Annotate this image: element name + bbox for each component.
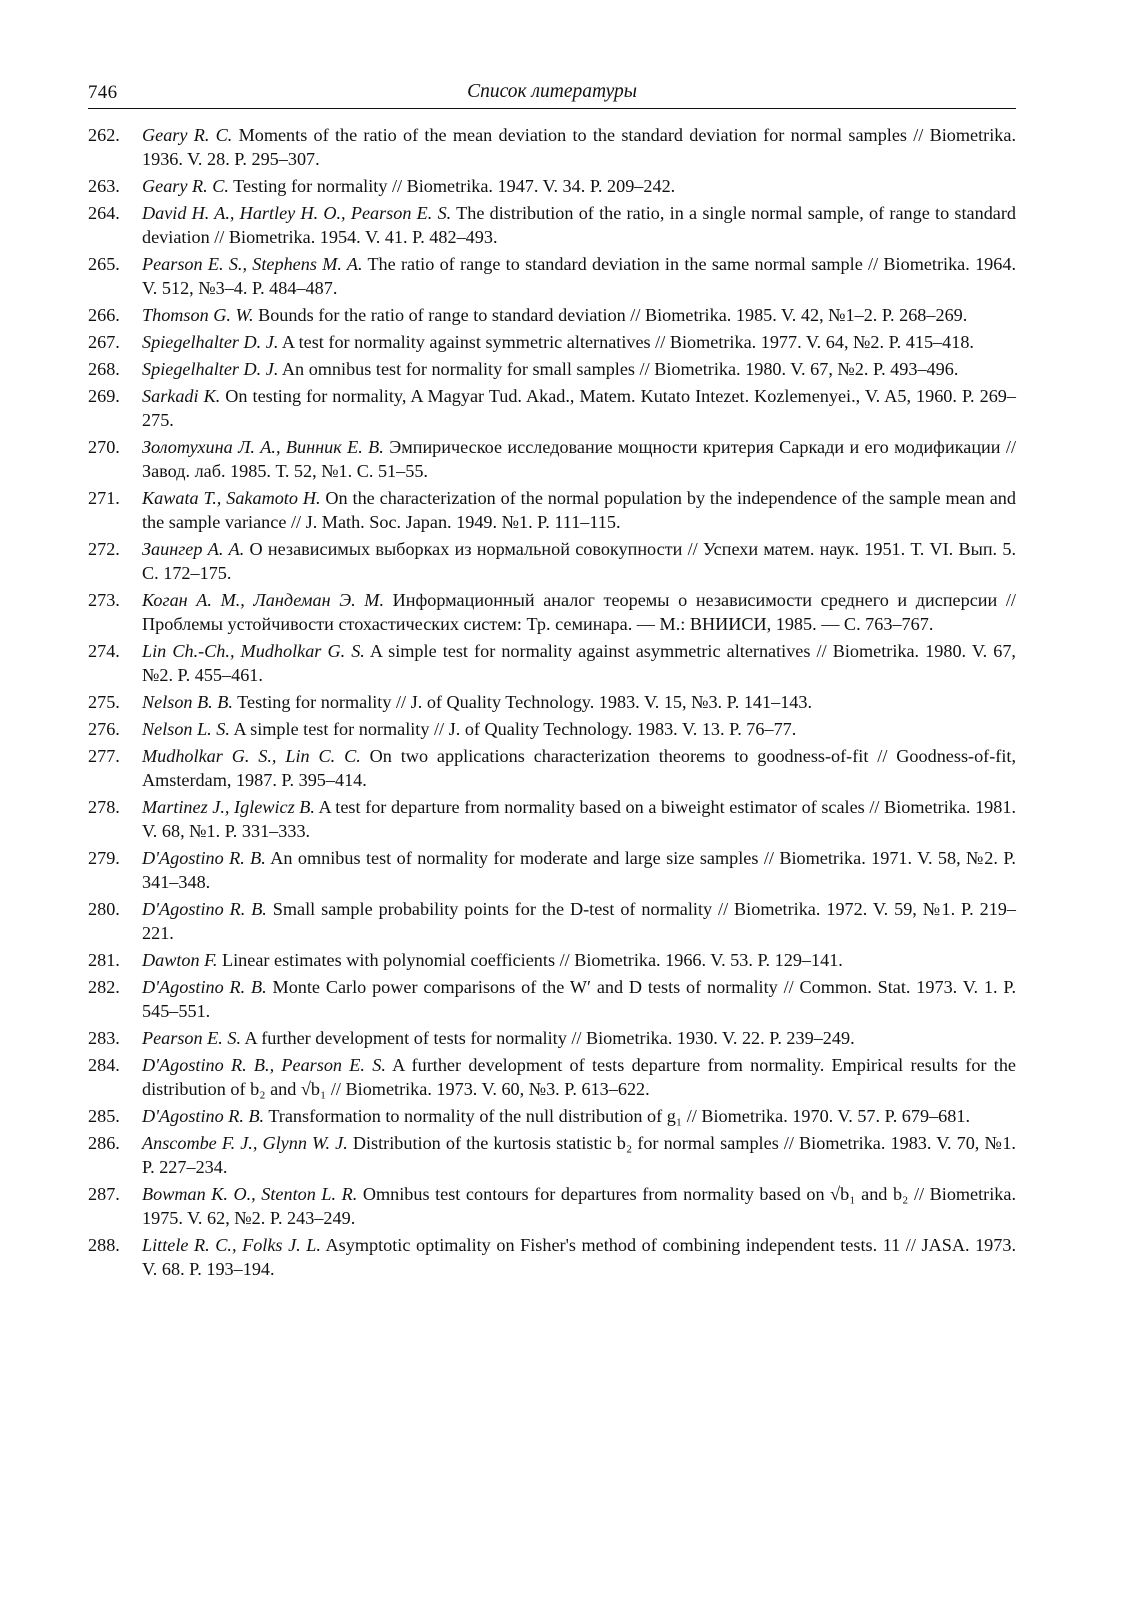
reference-authors: Geary R. C. bbox=[142, 125, 233, 145]
reference-authors: D'Agostino R. B. bbox=[142, 848, 266, 868]
reference-number: 278. bbox=[88, 797, 120, 817]
reference-item bbox=[88, 1131, 1016, 1179]
reference-text: On the characterization of the normal population by the independence of the sample mean and the sample variance // J. Math. Soc. Japan. 1949. №1. P. 111–115. bbox=[142, 488, 1016, 532]
reference-text: An omnibus test for normality for small samples // Biometrika. 1980. V. 67, №2. P. 493–496. bbox=[278, 359, 959, 379]
reference-item bbox=[88, 486, 1016, 534]
reference-authors: Pearson E. S. bbox=[142, 1028, 242, 1048]
reference-text: Asymptotic optimality on Fisher's method of combining independent tests. 11 // JASA. 1973. V. 68. P. 193–194. bbox=[142, 1235, 1016, 1279]
reference-authors: D'Agostino R. B. bbox=[142, 1106, 265, 1126]
reference-authors: Spiegelhalter D. J. bbox=[142, 332, 279, 352]
reference-number: 287. bbox=[88, 1184, 120, 1204]
reference-authors: Золотухина Л. А., Винник Е. В. bbox=[142, 437, 384, 457]
reference-text: Distribution of the kurtosis statistic b₂ for normal samples // Biometrika. 1983. V. 70, №1. P. 227–234. bbox=[142, 1133, 1016, 1177]
reference-number: 275. bbox=[88, 692, 120, 712]
reference-number: 279. bbox=[88, 848, 120, 868]
reference-text: A simple test for normality against asymmetric alternatives // Biometrika. 1980. V. 67, №2. P. 455–461. bbox=[142, 641, 1016, 685]
reference-text: Информационный аналог теоремы о независимости среднего и дисперсии // Проблемы устойчивости стохастических систем: Тр. семинара. — М.: ВНИИСИ, 1985. — С. 763–767. bbox=[142, 590, 1016, 634]
reference-text: Transformation to normality of the null distribution of g₁ // Biometrika. 1970. V. 57. P. 679–681. bbox=[264, 1106, 970, 1126]
reference-authors: Thomson G. W. bbox=[142, 305, 254, 325]
reference-number: 281. bbox=[88, 950, 120, 970]
reference-item bbox=[88, 795, 1016, 843]
reference-authors: Littele R. C., Folks J. L. bbox=[142, 1235, 321, 1255]
reference-number: 269. bbox=[88, 386, 120, 406]
reference-authors: Anscombe F. J., Glynn W. J. bbox=[142, 1133, 348, 1153]
reference-authors: Dawton F. bbox=[142, 950, 218, 970]
reference-item bbox=[88, 639, 1016, 687]
reference-text: An omnibus test of normality for moderate and large size samples // Biometrika. 1971. V. 58, №2. P. 341–348. bbox=[142, 848, 1016, 892]
reference-item bbox=[88, 588, 1016, 636]
reference-item bbox=[88, 330, 1016, 354]
reference-authors: Martinez J., Iglewicz B. bbox=[142, 797, 315, 817]
reference-authors: Заингер А. А. bbox=[142, 539, 245, 559]
reference-item bbox=[88, 897, 1016, 945]
reference-text: A further development of tests for normality // Biometrika. 1930. V. 22. P. 239–249. bbox=[241, 1028, 855, 1048]
reference-number: 273. bbox=[88, 590, 120, 610]
reference-text: A simple test for normality // J. of Quality Technology. 1983. V. 13. P. 76–77. bbox=[229, 719, 797, 739]
reference-number: 276. bbox=[88, 719, 120, 739]
reference-authors: Lin Ch.-Ch., Mudholkar G. S. bbox=[142, 641, 365, 661]
reference-text: The distribution of the ratio, in a single normal sample, of range to standard deviation // Biometrika. 1954. V. 41. P. 482–493. bbox=[142, 203, 1017, 247]
reference-number: 271. bbox=[88, 488, 120, 508]
reference-number: 270. bbox=[88, 437, 120, 457]
reference-authors: Nelson L. S. bbox=[142, 719, 230, 739]
reference-authors: D'Agostino R. B. bbox=[142, 899, 267, 919]
reference-authors: Bowman K. O., Stenton L. R. bbox=[142, 1184, 358, 1204]
reference-text: Moments of the ratio of the mean deviation to the standard deviation for normal samples // Biometrika. 1936. V. 28. P. 295–307. bbox=[142, 125, 1016, 169]
reference-number: 286. bbox=[88, 1133, 120, 1153]
page-number: 746 bbox=[88, 82, 118, 103]
reference-authors: Spiegelhalter D. J. bbox=[142, 359, 279, 379]
reference-item bbox=[88, 174, 1016, 198]
reference-authors: Sarkadi K. bbox=[142, 386, 221, 406]
reference-authors: Mudholkar G. S., Lin C. C. bbox=[142, 746, 361, 766]
reference-number: 267. bbox=[88, 332, 120, 352]
reference-item bbox=[88, 948, 1016, 972]
reference-item bbox=[88, 537, 1016, 585]
reference-text: On two applications characterization theorems to goodness-of-fit // Goodness-of-fit, Amsterdam, 1987. P. 395–414. bbox=[142, 746, 1016, 790]
reference-item bbox=[88, 717, 1016, 741]
reference-item bbox=[88, 1053, 1016, 1101]
reference-number: 264. bbox=[88, 203, 120, 223]
reference-item bbox=[88, 357, 1016, 381]
reference-number: 266. bbox=[88, 305, 120, 325]
reference-number: 272. bbox=[88, 539, 120, 559]
reference-text: Small sample probability points for the D-test of normality // Biometrika. 1972. V. 59, №1. P. 219–221. bbox=[142, 899, 1016, 943]
running-title: Список литературы bbox=[467, 81, 637, 102]
reference-item bbox=[88, 846, 1016, 894]
reference-text: A further development of tests departure from normality. Empirical results for the distribution of b₂ and √b₁ // Biometrika. 1973. V. 60, №3. P. 613–622. bbox=[142, 1055, 1016, 1099]
reference-number: 268. bbox=[88, 359, 120, 379]
reference-item bbox=[88, 303, 1016, 327]
reference-authors: Geary R. C. bbox=[142, 176, 229, 196]
reference-number: 285. bbox=[88, 1106, 120, 1126]
reference-number: 280. bbox=[88, 899, 120, 919]
reference-text: Linear estimates with polynomial coefficients // Biometrika. 1966. V. 53. P. 129–141. bbox=[217, 950, 843, 970]
reference-authors: Коган А. М., Ландеман Э. М. bbox=[142, 590, 384, 610]
reference-item bbox=[88, 690, 1016, 714]
reference-text: Omnibus test contours for departures from normality based on √b₁ and b₂ // Biometrika. 1975. V. 62, №2. P. 243–249. bbox=[142, 1184, 1017, 1228]
reference-authors: D'Agostino R. B., Pearson E. S. bbox=[142, 1055, 386, 1075]
reference-number: 283. bbox=[88, 1028, 120, 1048]
reference-item bbox=[88, 252, 1016, 300]
reference-authors: Pearson E. S., Stephens M. A. bbox=[142, 254, 363, 274]
reference-item bbox=[88, 1026, 1016, 1050]
reference-item bbox=[88, 1182, 1016, 1230]
reference-number: 288. bbox=[88, 1235, 120, 1255]
reference-number: 265. bbox=[88, 254, 120, 274]
reference-authors: David H. A., Hartley H. O., Pearson E. S. bbox=[142, 203, 452, 223]
reference-text: On testing for normality, A Magyar Tud. Akad., Matem. Kutato Intezet. Kozlemenyei., V. A5, 1960. P. 269–275. bbox=[142, 386, 1016, 430]
reference-text: О независимых выборках из нормальной совокупности // Успехи матем. наук. 1951. Т. VI. Вып. 5. С. 172–175. bbox=[142, 539, 1016, 583]
reference-text: A test for departure from normality based on a biweight estimator of scales // Biometrika. 1981. V. 68, №1. P. 331–333. bbox=[142, 797, 1016, 841]
page-header bbox=[88, 76, 1016, 109]
reference-item bbox=[88, 1233, 1016, 1281]
reference-number: 282. bbox=[88, 977, 120, 997]
reference-item bbox=[88, 435, 1016, 483]
reference-list bbox=[88, 123, 1016, 1281]
reference-number: 277. bbox=[88, 746, 120, 766]
reference-item bbox=[88, 1104, 1016, 1128]
reference-number: 262. bbox=[88, 125, 120, 145]
reference-text: Bounds for the ratio of range to standard deviation // Biometrika. 1985. V. 42, №1–2. P. 268–269. bbox=[253, 305, 968, 325]
reference-item bbox=[88, 384, 1016, 432]
reference-text: Testing for normality // J. of Quality Technology. 1983. V. 15, №3. P. 141–143. bbox=[232, 692, 813, 712]
reference-authors: Nelson B. B. bbox=[142, 692, 233, 712]
reference-authors: D'Agostino R. B. bbox=[142, 977, 267, 997]
reference-number: 274. bbox=[88, 641, 120, 661]
reference-number: 263. bbox=[88, 176, 120, 196]
reference-item bbox=[88, 744, 1016, 792]
reference-text: A test for normality against symmetric alternatives // Biometrika. 1977. V. 64, №2. P. 415–418. bbox=[278, 332, 974, 352]
reference-text: Testing for normality // Biometrika. 1947. V. 34. P. 209–242. bbox=[228, 176, 676, 196]
reference-item bbox=[88, 201, 1016, 249]
reference-text: Эмпирическое исследование мощности критерия Саркади и его модификации // Завод. лаб. 1985. Т. 52, №1. С. 51–55. bbox=[142, 437, 1017, 481]
reference-text: Monte Carlo power comparisons of the W′ and D tests of normality // Common. Stat. 1973. V. 1. P. 545–551. bbox=[142, 977, 1017, 1021]
reference-item bbox=[88, 975, 1016, 1023]
reference-number: 284. bbox=[88, 1055, 120, 1075]
reference-item bbox=[88, 123, 1016, 171]
reference-text: The ratio of range to standard deviation in the same normal sample // Biometrika. 1964. V. 512, №3–4. P. 484–487. bbox=[142, 254, 1016, 298]
reference-authors: Kawata T., Sakamoto H. bbox=[142, 488, 321, 508]
